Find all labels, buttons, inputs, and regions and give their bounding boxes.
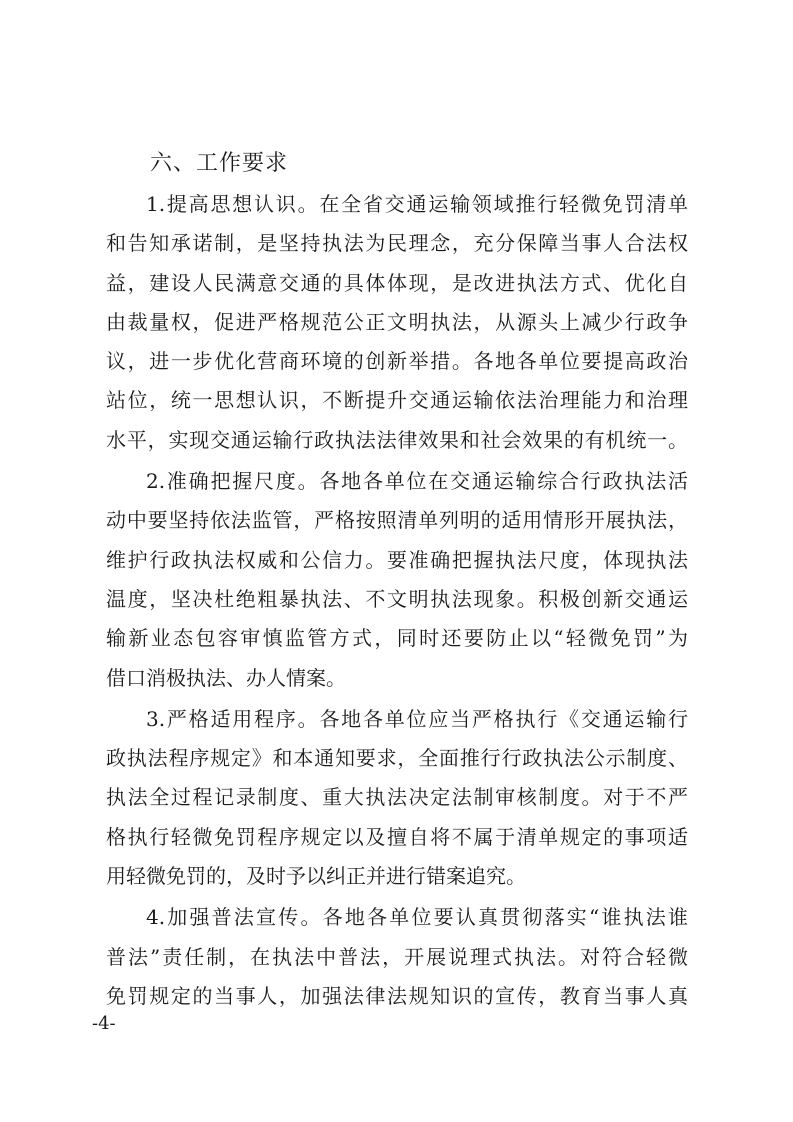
page-number: -4- [92,1013,116,1034]
text-line: 2.准确把握尺度。各地各单位在交通运输综合行政执法活 [146,469,688,494]
text-line: 议，进一步优化营商环境的创新举措。各地各单位要提高政治 [106,349,688,374]
paragraph-3 [106,700,688,896]
text-line: 格执行轻微免罚程序规定以及擅自将不属于清单规定的事项适 [106,824,688,849]
text-line: 3.严格适用程序。各地各单位应当严格执行《交通运输行 [146,706,688,731]
text-line: 站位，统一思想认识，不断提升交通运输依法治理能力和治理 [106,388,688,413]
body-text [106,185,688,1016]
text-line: 动中要坚持依法监管，严格按照清单列明的适用情形开展执法， [106,508,688,533]
text-line: 4.加强普法宣传。各地各单位要认真贯彻落实“谁执法谁 [146,905,688,930]
text-line: 政执法程序规定》和本通知要求，全面推行行政执法公示制度、 [106,746,688,771]
text-line: 和告知承诺制，是坚持执法为民理念，充分保障当事人合法权 [106,231,688,256]
text-line: 输新业态包容审慎监管方式，同时还要防止以“轻微免罚”为 [106,626,688,651]
text-line: 借口消极执法、办人情案。 [106,665,346,690]
paragraph-4 [106,898,688,1016]
text-line: 温度，坚决杜绝粗暴执法、不文明执法现象。积极创新交通运 [106,586,688,611]
text-line: 用轻微免罚的，及时予以纠正并进行错案追究。 [106,864,526,889]
text-line: 普法”责任制，在执法中普法，开展说理式执法。对符合轻微 [106,944,688,969]
section-heading: 六、工作要求 [150,151,289,176]
text-line: 维护行政执法权威和公信力。要准确把握执法尺度，体现执法 [106,547,688,572]
paragraph-1 [106,185,688,460]
text-line: 水平，实现交通运输行政执法法律效果和社会效果的有机统一。 [106,427,688,452]
text-line: 执法全过程记录制度、重大执法决定法制审核制度。对于不严 [106,785,688,810]
text-line: 益，建设人民满意交通的具体体现，是改进执法方式、优化自 [106,270,688,295]
paragraph-2 [106,462,688,698]
text-line: 1.提高思想认识。在全省交通运输领域推行轻微免罚清单 [146,192,688,216]
text-line: 由裁量权，促进严格规范公正文明执法，从源头上减少行政争 [106,309,688,334]
text-line: 免罚规定的当事人，加强法律法规知识的宣传，教育当事人真 [106,983,688,1008]
